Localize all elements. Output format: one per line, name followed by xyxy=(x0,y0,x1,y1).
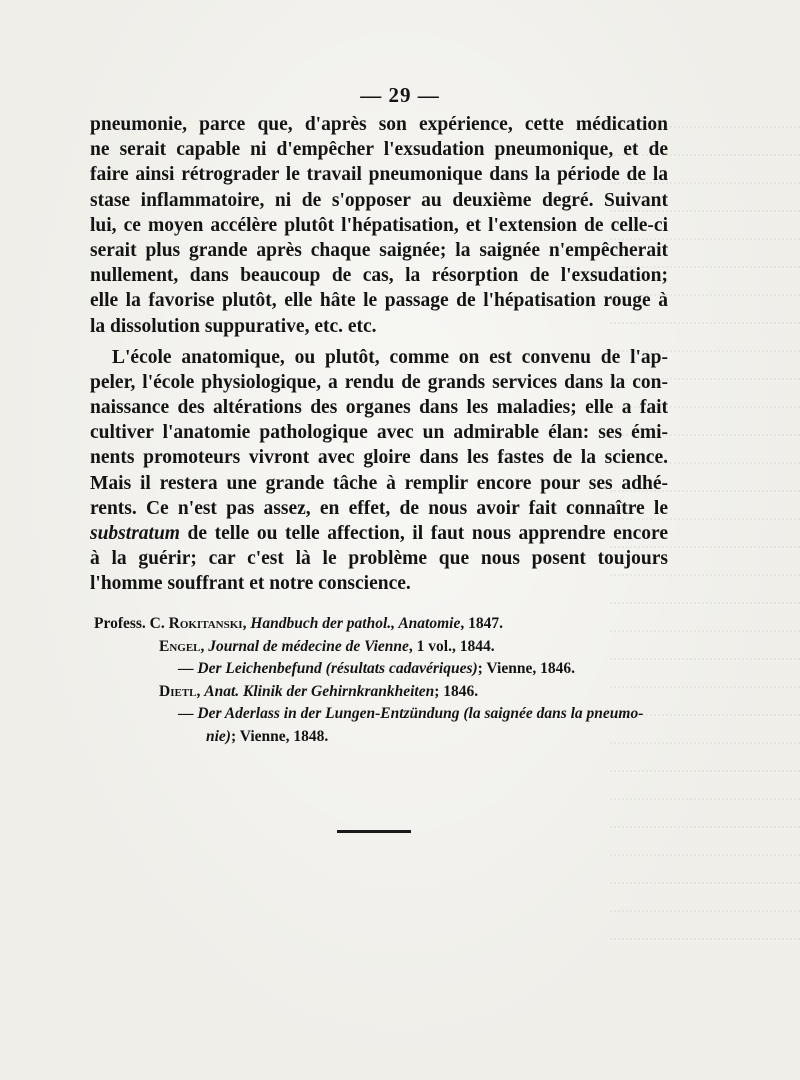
page-number: — 29 — xyxy=(360,83,440,107)
text-line: pneumonie, parce que, d'après son expérience, cette médication xyxy=(90,114,668,135)
text-line: la dissolution suppurative, etc. etc. xyxy=(90,315,377,337)
text-line: Mais il restera une grande tâche à remplir encore pour ses adhé- xyxy=(90,472,668,494)
body-text xyxy=(90,112,668,597)
text-line: nullement, dans beaucoup de cas, la résorption de l'exsudation; xyxy=(90,265,668,287)
paragraph-2 xyxy=(90,345,668,597)
text-line: L'école anatomique, ou plutôt, comme on est convenu de l'ap- xyxy=(112,346,668,368)
reference-engel-2: — Der Leichenbefund (résultats cadavériques); Vienne, 1846. xyxy=(178,660,575,678)
text-line: à la guérir; car c'est là le problème que nous posent toujours xyxy=(90,548,668,570)
text-line xyxy=(90,521,668,546)
emphasis-substratum: substratum xyxy=(90,523,180,544)
reference-dietl: Dietl, Anat. Klinik der Gehirnkrankheiten; 1846. xyxy=(159,682,479,700)
text-line: cultiver l'anatomie pathologique avec un admirable élan: ses émi- xyxy=(90,422,668,444)
text-line: peler, l'école physiologique, a rendu de grands services dans la con- xyxy=(90,371,668,393)
reference-rokitanski: Profess. C. Rokitanski, Handbuch der pathol., Anatomie, 1847. xyxy=(94,615,503,632)
text-line: naissance des altérations des organes dans les maladies; elle a fait xyxy=(90,397,668,419)
text-line: ne serait capable ni d'empêcher l'exsudation pneumonique, et de xyxy=(90,139,668,161)
text-line: serait plus grande après chaque saignée; la saignée n'empêcherait xyxy=(90,239,668,261)
text-line: faire ainsi rétrograder le travail pneumonique dans la période de la xyxy=(90,164,668,186)
section-end-rule xyxy=(337,830,411,833)
paragraph-1 xyxy=(90,112,668,339)
text-line: stase inflammatoire, ni de s'opposer au deuxième degré. Suivant xyxy=(90,189,668,211)
text-fragment: de telle ou telle affection, il faut nous apprendre encore xyxy=(179,523,668,544)
reference-engel: Engel, Journal de médecine de Vienne, 1 vol., 1844. xyxy=(159,637,495,655)
text-line: lui, ce moyen accélère plutôt l'hépatisation, et l'extension de celle-ci xyxy=(90,214,668,236)
text-line: rents. Ce n'est pas assez, en effet, de nous avoir fait connaître le xyxy=(90,497,668,519)
bibliography xyxy=(94,613,684,749)
reference-dietl-2-cont: nie); Vienne, 1848. xyxy=(206,727,329,745)
reference-dietl-2: — Der Aderlass in der Lungen-Entzündung (la saignée dans la pneumo- xyxy=(178,705,644,723)
text-line: l'homme souffrant et notre conscience. xyxy=(90,573,411,595)
text-line: elle la favorise plutôt, elle hâte le passage de l'hépatisation rouge à xyxy=(90,290,668,312)
text-line: nents promoteurs vivront avec gloire dans les fastes de la science. xyxy=(90,447,668,469)
